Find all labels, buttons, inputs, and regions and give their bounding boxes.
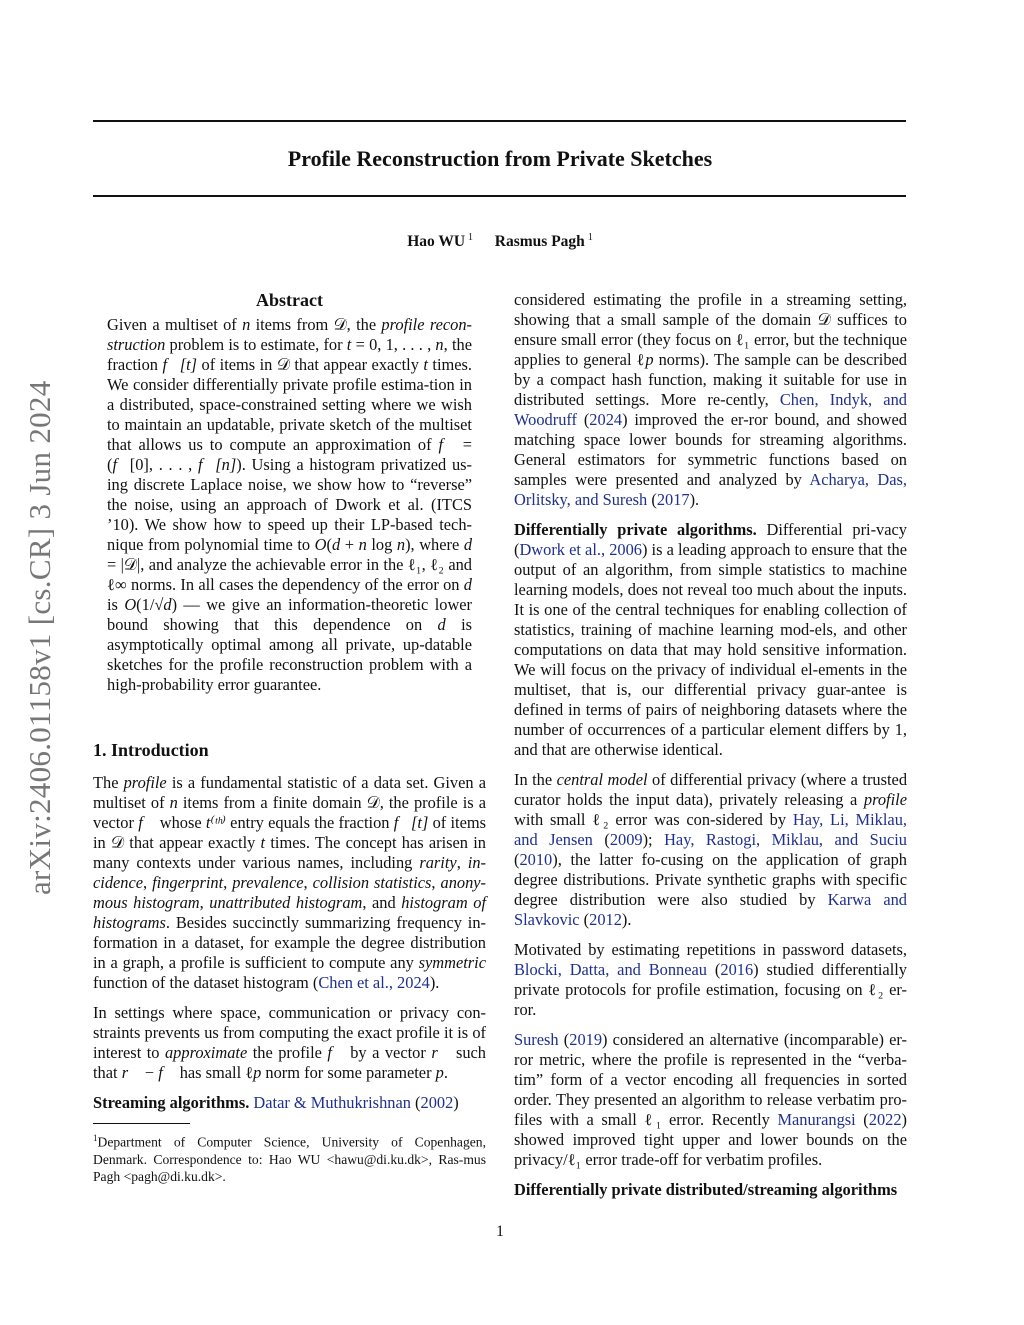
text-run: Motivated by estimating repetitions in password datasets,	[514, 940, 907, 959]
emphasis-text: d	[463, 535, 473, 554]
emphasis-text: n	[242, 315, 251, 334]
text-run: +	[340, 535, 359, 554]
citation-link[interactable]: Karwa and Slavkovic	[514, 890, 907, 929]
text-run: .	[443, 1063, 448, 1082]
text-run: = (	[107, 435, 472, 474]
text-run: times. The concept has arisen in many contexts under various names, including	[93, 833, 486, 872]
text-run: ,	[223, 873, 233, 892]
text-run: , and	[362, 893, 402, 912]
text-run: items from 𝒟, the	[250, 315, 382, 334]
emphasis-text: f⃗[t]	[393, 813, 429, 832]
text-run: the profile	[247, 1043, 328, 1062]
citation-link[interactable]: Hay, Rastogi, Miklau, and Suciu	[664, 830, 907, 849]
emphasis-text: in-cidence	[93, 853, 486, 892]
text-run: ) improved the er-ror bound, and showed matching space lower bounds for streaming algorithms. General estimators for symmetric functions based on samples were presented and analyzed by	[514, 410, 907, 489]
citation-link[interactable]: 2002	[420, 1093, 454, 1112]
text-run: [0], . . . ,	[129, 455, 198, 474]
emphasis-text: profile	[123, 773, 167, 792]
text-run: ) studied differentially private protocols for profile estimation, focusing on ℓ₂ er-ror.	[514, 960, 908, 1019]
emphasis-text: p	[435, 1063, 444, 1082]
text-run: )	[453, 1093, 459, 1112]
abstract-heading: Abstract	[256, 290, 323, 310]
citation-link[interactable]: 2024	[589, 410, 623, 429]
text-run: Differential pri-vacy (	[514, 520, 907, 559]
text-run: . Besides succinctly summarizing frequency in-formation in a dataset, for example the degree distribution in a graph, a profile is sufficient to compute any	[93, 913, 486, 972]
text-run: ,	[143, 873, 153, 892]
emphasis-text: f⃗	[138, 813, 156, 832]
citation-link[interactable]: Manurangsi	[777, 1110, 856, 1129]
text-run: problem is to estimate, for	[165, 335, 347, 354]
emphasis-text: n	[169, 793, 178, 812]
footnote	[93, 1130, 486, 1185]
author-list	[0, 232, 1000, 251]
text-run: norms). The sample can be described by a compact hash function, making it suitable for use in distributed settings. More re-cently,	[514, 350, 907, 409]
citation-link[interactable]: Datar & Muthukrishnan	[253, 1093, 411, 1112]
text-run: (	[579, 910, 590, 929]
author-affiliation: 1	[468, 232, 474, 243]
paragraph-heading: Differentially private distributed/streaming algorithms	[514, 1180, 898, 1199]
citation-link[interactable]: 2012	[589, 910, 622, 929]
author-affiliation: 1	[587, 232, 593, 243]
emphasis-text: rarity	[419, 853, 457, 872]
citation-link[interactable]: Hay, Li, Miklau, and Jensen	[514, 810, 907, 849]
emphasis-text: f⃗[n]	[198, 455, 237, 474]
text-run: );	[642, 830, 665, 849]
text-run: of items in 𝒟 that appear exactly	[93, 813, 487, 852]
page-number: 1	[496, 1223, 504, 1240]
text-run: = |𝒟|, and analyze the achievable error in the ℓ₁, ℓ₂ and ℓ∞ norms. In all cases the dependency of the error on	[107, 555, 472, 594]
text-run: ,	[456, 853, 468, 872]
citation-link[interactable]: Chen, Indyk, and Woodruff	[514, 390, 907, 429]
text-run: is a fundamental statistic of a data set. Given a multiset of	[93, 773, 486, 812]
introduction-heading: 1. Introduction	[93, 740, 209, 760]
citation-link[interactable]: Blocki, Datta, and Bonneau	[514, 960, 708, 979]
abstract-body	[107, 315, 472, 695]
emphasis-text: p	[253, 1063, 262, 1082]
citation-link[interactable]: 2017	[656, 490, 690, 509]
emphasis-text: O	[124, 595, 137, 614]
text-run: (	[647, 490, 657, 509]
emphasis-text: n	[396, 535, 406, 554]
emphasis-text: O	[314, 535, 327, 554]
citation-link[interactable]: 2009	[609, 830, 643, 849]
paragraph-heading: Streaming algorithms.	[93, 1093, 250, 1112]
text-run: ).	[689, 490, 700, 509]
emphasis-text: r⃗	[121, 1063, 141, 1082]
text-run: , the fraction	[107, 335, 472, 374]
emphasis-text: t⁽ᵗʰ⁾	[205, 813, 226, 832]
emphasis-text: f⃗	[438, 435, 456, 454]
emphasis-text: d	[331, 535, 341, 554]
title-bottom-rule	[93, 195, 906, 197]
citation-link[interactable]: Suresh	[514, 1030, 559, 1049]
text-run: (	[855, 1110, 869, 1129]
emphasis-text: prevalence	[232, 873, 304, 892]
emphasis-text: t	[260, 833, 266, 852]
emphasis-text: approximate	[164, 1043, 248, 1062]
text-run: ).	[621, 910, 632, 929]
text-run: with small ℓ₂ error was con-sidered by	[514, 810, 793, 829]
text-run: (	[577, 410, 590, 429]
emphasis-text: histogram of histograms	[93, 893, 486, 932]
text-run: log	[366, 535, 397, 554]
text-run: (	[558, 1030, 570, 1049]
citation-link[interactable]: 2022	[868, 1110, 902, 1129]
text-run: ) considered an alternative (incomparable) er-ror metric, where the profile is represented in the “verba-tim” form of a vector encoding all frequencies in sorted order. They presented an algorithm to release verbatim pro-files with a small ℓ₁ error. Recently	[514, 1030, 907, 1129]
text-run: norm for some parameter	[261, 1063, 436, 1082]
text-run: = 0, 1, . . . ,	[351, 335, 436, 354]
text-run: such that	[93, 1043, 486, 1082]
paper-title: Profile Reconstruction from Private Sketches	[287, 146, 713, 171]
emphasis-text: f⃗[t]	[162, 355, 198, 374]
citation-link[interactable]: Chen et al., 2024	[318, 973, 430, 992]
paragraph-heading: Differentially private algorithms.	[514, 520, 757, 539]
emphasis-text: f⃗	[158, 1063, 176, 1082]
body-paragraph	[514, 1180, 907, 1200]
body-paragraph	[514, 1030, 907, 1170]
text-run: entry equals the fraction	[225, 813, 394, 832]
emphasis-text: t	[423, 355, 428, 374]
body-paragraph	[514, 940, 907, 1020]
text-run: (	[410, 1093, 421, 1112]
text-run: In settings where space, communication or privacy con-straints prevents us from computing the exact profile it is of interest to	[93, 1003, 486, 1062]
citation-link[interactable]: 2019	[569, 1030, 603, 1049]
citation-link[interactable]: Acharya, Das, Orlitsky, and Suresh	[514, 470, 907, 509]
citation-link[interactable]: 2016	[720, 960, 754, 979]
text-run: (	[592, 830, 610, 849]
text-run: ) — we give an information-theoretic lower bound showing that this dependence on	[107, 595, 473, 634]
text-run: has small ℓ	[175, 1063, 254, 1082]
emphasis-text: central model	[556, 770, 648, 789]
emphasis-text: r⃗	[431, 1043, 451, 1062]
text-run: whose	[155, 813, 206, 832]
author-name: Rasmus Pagh	[494, 233, 585, 251]
text-run: is	[107, 595, 125, 614]
emphasis-text: n	[358, 535, 367, 554]
emphasis-text: collision statistics	[312, 873, 432, 892]
text-run: is asymptotically optimal among all private, up-datable sketches for the profile reconstruction problem with a high-probability error guarantee.	[107, 615, 472, 694]
emphasis-text: d	[163, 595, 172, 614]
text-run: (	[514, 850, 520, 869]
text-run: ).	[429, 973, 440, 992]
emphasis-text: profile	[863, 790, 907, 809]
text-run: ,	[199, 893, 210, 912]
text-run: ), where	[405, 535, 464, 554]
emphasis-text: n	[435, 335, 444, 354]
text-run: function of the dataset histogram (	[93, 973, 319, 992]
footnote-mark: 1	[93, 1133, 98, 1143]
emphasis-text: p	[645, 350, 654, 369]
footnote-text: Department of Computer Science, University of Copenhagen, Denmark. Correspondence to: Hao WU <hawu@di.ku.dk>, Ras-mus Pagh <pagh@di.ku.dk>.	[93, 1134, 486, 1184]
intro-paragraph	[93, 1003, 486, 1083]
emphasis-text: symmetric	[418, 953, 486, 972]
text-run: ) showed improved tight upper and lower bounds on the privacy/ℓ₁ error trade-off for verbatim profiles.	[514, 1110, 908, 1169]
text-run: ). Using a histogram privatized us-ing discrete Laplace noise, we show how to “reverse” the noise, using an approach of Dwork et al. (ITCS ’10). We show how to speed up their LP-based tech-nique from polynomial time to	[107, 455, 472, 554]
right-column	[514, 290, 907, 1210]
title-top-rule	[93, 120, 906, 122]
text-run: (1/√	[136, 595, 164, 614]
text-run: Given a multiset of	[107, 315, 243, 334]
author-name: Hao WU	[407, 233, 466, 251]
emphasis-text: unattributed histogram	[209, 893, 363, 912]
text-run: −	[140, 1063, 159, 1082]
body-paragraph	[514, 520, 907, 760]
emphasis-text: t	[346, 335, 352, 354]
emphasis-text: f⃗	[327, 1043, 345, 1062]
text-run: (	[707, 960, 721, 979]
text-run: ,	[303, 873, 313, 892]
text-run: of items in 𝒟 that appear exactly	[197, 355, 424, 374]
arxiv-identifier: arXiv:2406.01158v1 [cs.CR] 3 Jun 2024	[22, 380, 57, 895]
intro-paragraph	[93, 1093, 486, 1113]
emphasis-text: anony-mous histogram	[93, 873, 487, 912]
emphasis-text: profile recon-struction	[107, 315, 472, 354]
intro-paragraph	[93, 773, 486, 993]
text-run: In the	[514, 770, 557, 789]
text-run: by a vector	[344, 1043, 432, 1062]
emphasis-text: f⃗	[112, 455, 130, 474]
text-run: The	[93, 773, 124, 792]
emphasis-text: fingerprint	[152, 873, 224, 892]
emphasis-text: d	[463, 575, 472, 594]
citation-link[interactable]: 2010	[519, 850, 553, 869]
body-paragraph	[514, 770, 907, 930]
text-run: ,	[431, 873, 441, 892]
text-run: considered estimating the profile in a streaming setting, showing that a small sample of the domain 𝒟 suffices to ensure small error (they focus on ℓ₁ error, but the technique applies to general ℓ	[514, 290, 907, 369]
text-run: ), the latter fo-cusing on the application of graph degree distributions. Private synthetic graphs with specific degree distribution were also studied by	[514, 850, 907, 909]
text-run: ) is a leading approach to ensure that the output of an algorithm, from simple statistics to machine learning models, does not reveal too much about the inputs. It is one of the central techniques for enabling collection of statistics, training of machine learning mod-els, and other computations on data that may hold sensitive information. We will focus on the privacy of individual el-ements in the multiset, that is, our differential privacy guar-antee is defined in terms of pairs of neighboring datasets where the number of occurrences of a particular element differs by 1, and that are otherwise identical.	[514, 540, 908, 759]
text-run: (	[326, 535, 332, 554]
text-run: items from a finite domain 𝒟, the profile is a vector	[93, 793, 486, 832]
footnote-rule	[93, 1123, 190, 1124]
emphasis-text: d	[437, 615, 446, 634]
left-column	[93, 289, 486, 1185]
text-run: of differential privacy (where a trusted curator holds the input data), privately releasing a	[514, 770, 908, 809]
text-run: times. We consider differentially private profile estima-tion in a distributed, space-constrained setting where we wish to maintain an updatable, private sketch of the multiset that allows us to compute an approximation of	[107, 355, 472, 454]
body-paragraph	[514, 290, 907, 510]
citation-link[interactable]: Dwork et al., 2006	[519, 540, 642, 559]
